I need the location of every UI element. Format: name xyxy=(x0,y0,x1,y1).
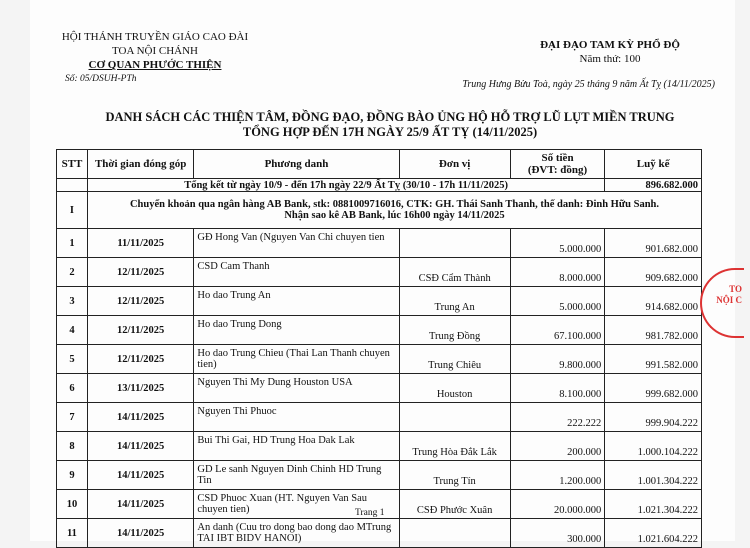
stamp-line: NỘI C xyxy=(716,295,742,305)
row-cumulative: 914.682.000 xyxy=(605,287,702,316)
title-line-1: DANH SÁCH CÁC THIỆN TÂM, ĐỒNG ĐẠO, ĐỒNG BÀO ỦNG HỘ HỖ TRỢ LŨ LỤT MIỀN TRUNG xyxy=(105,110,675,124)
row-unit xyxy=(399,519,510,548)
row-date: 12/11/2025 xyxy=(87,287,193,316)
section-text xyxy=(87,192,701,229)
col-stt: STT xyxy=(57,150,88,179)
motto-line-1: ĐẠI ĐẠO TAM KỲ PHỔ ĐỘ xyxy=(540,39,680,51)
row-cumulative: 999.682.000 xyxy=(605,374,702,403)
page-number: Trang 1 xyxy=(355,508,385,518)
row-stt: 2 xyxy=(57,258,88,287)
row-unit: Houston xyxy=(399,374,510,403)
row-name: An danh (Cuu tro dong bao dong dao MTrung TAI IBT BIDV HANOI) xyxy=(194,519,399,548)
row-cumulative: 999.904.222 xyxy=(605,403,702,432)
issuer-line-2: TOA NỘI CHÁNH xyxy=(112,45,198,57)
row-cumulative: 1.021.604.222 xyxy=(605,519,702,548)
summary-empty-cell xyxy=(57,179,88,192)
row-cumulative: 981.782.000 xyxy=(605,316,702,345)
row-name: Ho dao Trung An xyxy=(194,287,399,316)
motto-line-2: Năm thứ: 100 xyxy=(579,53,641,65)
row-amount: 5.000.000 xyxy=(510,229,605,258)
row-stt: 9 xyxy=(57,461,88,490)
col-amount-line-1: Số tiền xyxy=(541,152,574,164)
row-name: GĐ Hong Van (Nguyen Van Chi chuyen tien xyxy=(194,229,399,258)
summary-row xyxy=(57,179,702,192)
row-unit: Trung Đồng xyxy=(399,316,510,345)
col-name: Phương danh xyxy=(194,150,399,179)
donation-table xyxy=(56,149,702,548)
summary-value: 896.682.000 xyxy=(605,179,702,192)
row-date: 12/11/2025 xyxy=(87,258,193,287)
row-date: 14/11/2025 xyxy=(87,461,193,490)
row-date: 14/11/2025 xyxy=(87,432,193,461)
row-amount: 5.000.000 xyxy=(510,287,605,316)
section-line-1: Chuyển khoản qua ngân hàng AB Bank, stk: 0881009716016, CTK: GH. Thái Sanh Thanh, thế danh: Đinh Hữu Sanh. xyxy=(129,199,660,210)
row-name: GD Le sanh Nguyen Dinh Chinh HD Trung Tin xyxy=(194,461,399,490)
row-stt: 10 xyxy=(57,490,88,519)
row-date: 12/11/2025 xyxy=(87,345,193,374)
row-date: 12/11/2025 xyxy=(87,316,193,345)
col-amount-line-2: (ĐVT: đồng) xyxy=(527,164,588,176)
document-number: Số: 05/DSUH-PTh xyxy=(65,74,137,84)
row-date: 14/11/2025 xyxy=(87,403,193,432)
row-unit xyxy=(399,403,510,432)
row-name: CSD Cam Thanh xyxy=(194,258,399,287)
row-stt: 11 xyxy=(57,519,88,548)
row-amount: 20.000.000 xyxy=(510,490,605,519)
row-date: 13/11/2025 xyxy=(87,374,193,403)
row-stt: 1 xyxy=(57,229,88,258)
row-date: 14/11/2025 xyxy=(87,519,193,548)
row-cumulative: 909.682.000 xyxy=(605,258,702,287)
row-amount: 222.222 xyxy=(510,403,605,432)
row-amount: 1.200.000 xyxy=(510,461,605,490)
row-unit xyxy=(399,229,510,258)
row-unit: Trung Chiêu xyxy=(399,345,510,374)
document-title xyxy=(95,110,685,140)
title-line-2: TỔNG HỢP ĐẾN 17H NGÀY 25/9 ẤT TỴ (14/11/2025) xyxy=(242,125,538,139)
issuer-line-1: HỘI THÁNH TRUYỀN GIÁO CAO ĐÀI xyxy=(61,31,249,43)
section-row xyxy=(57,192,702,229)
row-name: Ho dao Trung Dong xyxy=(194,316,399,345)
row-name: Bui Thi Gai, HD Trung Hoa Dak Lak xyxy=(194,432,399,461)
col-unit: Đơn vị xyxy=(399,150,510,179)
table-row xyxy=(57,316,702,345)
row-date: 11/11/2025 xyxy=(87,229,193,258)
row-cumulative: 1.021.304.222 xyxy=(605,490,702,519)
dateline: Trung Hưng Bửu Toà, ngày 25 tháng 9 năm Ất Tỵ (14/11/2025) xyxy=(462,79,715,90)
row-stt: 5 xyxy=(57,345,88,374)
row-cumulative: 1.000.104.222 xyxy=(605,432,702,461)
row-date: 14/11/2025 xyxy=(87,490,193,519)
row-name: Ho dao Trung Chieu (Thai Lan Thanh chuyen tien) xyxy=(194,345,399,374)
row-amount: 67.100.000 xyxy=(510,316,605,345)
section-stt: I xyxy=(57,192,88,229)
table-row xyxy=(57,345,702,374)
table-row xyxy=(57,258,702,287)
table-row xyxy=(57,432,702,461)
row-name: CSD Phuoc Xuan (HT. Nguyen Van Sau chuyen tien) xyxy=(194,490,399,519)
col-amount xyxy=(510,150,605,179)
table-row xyxy=(57,403,702,432)
row-unit: CSĐ Phước Xuân xyxy=(399,490,510,519)
stamp-line: TO xyxy=(729,284,742,294)
table-row xyxy=(57,519,702,548)
row-amount: 8.000.000 xyxy=(510,258,605,287)
row-unit: CSĐ Cẩm Thành xyxy=(399,258,510,287)
row-cumulative: 1.001.304.222 xyxy=(605,461,702,490)
col-cumulative: Luỹ kế xyxy=(605,150,702,179)
row-stt: 4 xyxy=(57,316,88,345)
row-name: Nguyen Thi Phuoc xyxy=(194,403,399,432)
section-line-2: Nhận sao kê AB Bank, lúc 16h00 ngày 14/11/2025 xyxy=(284,210,505,221)
row-stt: 3 xyxy=(57,287,88,316)
table-row xyxy=(57,461,702,490)
row-stt: 7 xyxy=(57,403,88,432)
row-cumulative: 901.682.000 xyxy=(605,229,702,258)
row-amount: 8.100.000 xyxy=(510,374,605,403)
col-date: Thời gian đóng góp xyxy=(87,150,193,179)
table-header-row xyxy=(57,150,702,179)
row-unit: Trung An xyxy=(399,287,510,316)
row-amount: 200.000 xyxy=(510,432,605,461)
table-row xyxy=(57,374,702,403)
row-name: Nguyen Thi My Dung Houston USA xyxy=(194,374,399,403)
row-stt: 6 xyxy=(57,374,88,403)
table-row xyxy=(57,287,702,316)
row-unit: Trung Hòa Đắk Lắk xyxy=(399,432,510,461)
table-row xyxy=(57,229,702,258)
motto-block xyxy=(540,38,680,66)
row-amount: 9.800.000 xyxy=(510,345,605,374)
issuer-line-3: CƠ QUAN PHƯỚC THIỆN xyxy=(88,59,222,71)
row-stt: 8 xyxy=(57,432,88,461)
row-cumulative: 991.582.000 xyxy=(605,345,702,374)
row-unit: Trung Tín xyxy=(399,461,510,490)
row-amount: 300.000 xyxy=(510,519,605,548)
summary-label: Tổng kết từ ngày 10/9 - đến 17h ngày 22/9 Ất Tỵ (30/10 - 17h 11/11/2025) xyxy=(87,179,604,192)
issuer-block xyxy=(55,30,255,86)
